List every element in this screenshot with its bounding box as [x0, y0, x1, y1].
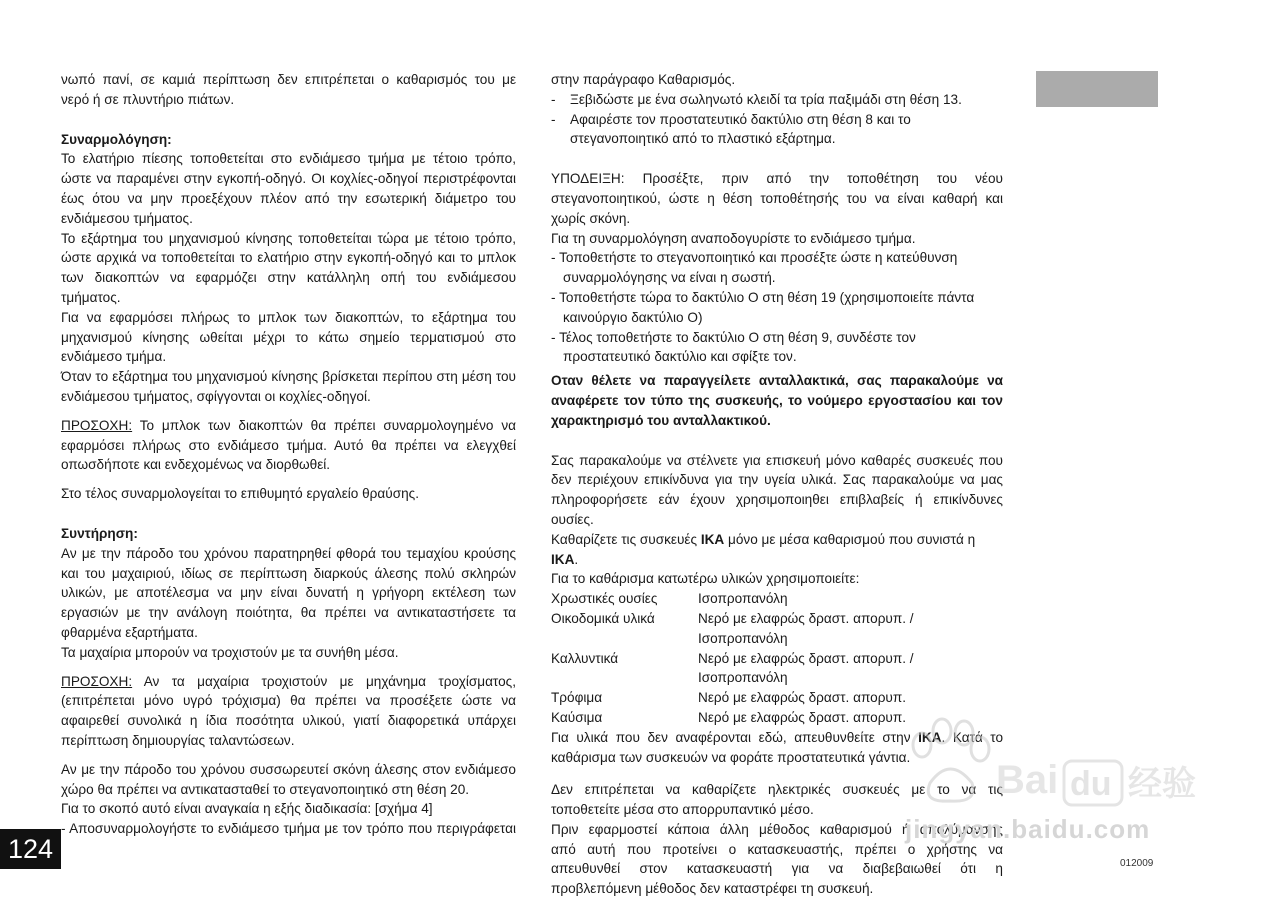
- text-line: αφαιρεθεί συνολικά η ίδια ποσότητα υλικού, γιατί διαφορετικά υπάρχει: [61, 713, 516, 729]
- watermark-cn: 经验: [1128, 764, 1196, 804]
- text-line: από αυτή που προτείνει ο κατασκευαστής, πρέπει ο χρήστης να: [551, 841, 1003, 857]
- document-code: 012009: [1120, 858, 1154, 869]
- spare-parts-line: αναφέρετε τον τύπο της συσκευής, το νούμερο εργοστασίου και τον: [551, 392, 1003, 408]
- table-cell: Τρόφιμα: [551, 690, 603, 706]
- paw-icon: [913, 719, 989, 801]
- brand-text: IKA: [700, 531, 725, 547]
- hint-line: στεγανοποιητικού, ώστε η θέση τοποθέτησής του να είναι καθαρή και: [551, 190, 1003, 206]
- text-line: Αν με την πάροδο του χρόνου συσσωρευτεί σκόνη άλεσης στον ενδιάμεσο: [61, 761, 516, 777]
- text-line: φθαρμένα εξαρτήματα.: [61, 624, 198, 640]
- text-line: έως ότου να μην προεξέχουν πλέον από την εσωτερική διάμετρο του: [61, 190, 516, 206]
- text-line: καινούργιο δακτύλιο Ο): [563, 309, 703, 325]
- text-line: Για υλικά που δεν αναφέρονται εδώ, απευθυνθείτε στην IKA. Κατά το: [551, 729, 1003, 745]
- watermark-du: du: [1070, 765, 1112, 803]
- assembly-heading: Συναρμολόγηση:: [61, 131, 172, 147]
- text-line: χώρο θα πρέπει να αντικατασταθεί το στεγανοποιητικό στη θέση 20.: [61, 781, 470, 797]
- caution-label: ΠΡΟΣΟΧΗ:: [61, 673, 133, 689]
- text-line: εφαρμόσει πλήρως στο ενδιάμεσο τμήμα. Αυτό θα πρέπει να ελεγχθεί: [61, 437, 516, 453]
- text-line: Στο τέλος συναρμολογείται το επιθυμητό εργαλείο θραύσης.: [61, 486, 419, 502]
- left-column: [61, 70, 516, 839]
- table-cell: Χρωστικές ουσίες: [551, 591, 658, 607]
- brand-text: IKA: [551, 551, 575, 567]
- text-line: στεγανοποιητικό από το πλαστικό εξάρτημα.: [570, 131, 836, 147]
- text-line: υλικών, με αποτέλεσμα να μην είναι δυνατή η γρήγορη εκτέλεση των: [61, 585, 516, 601]
- text-line: Όταν το εξάρτημα του μηχανισμού κίνησης βρίσκεται περίπου στη μέση του: [61, 369, 516, 385]
- list-item: - Τοποθετήστε το στεγανοποιητικό και προσέξτε ώστε η κατεύθυνση: [551, 250, 958, 266]
- text-line: των διακοπτών να εφαρμόζει στην κατάλληλη οπή του ενδιάμεσου: [61, 270, 516, 286]
- spare-parts-line: Οταν θέλετε να παραγγείλετε ανταλλακτικά, σας παρακαλούμε να: [551, 373, 1003, 389]
- text-line: (επιτρέπεται μόνο υγρό τρόχισμα) θα πρέπει να προσέξετε ώστε να: [61, 693, 516, 709]
- text-line: ώστε αρχικά να τοποθετείται το ελατήριο στην εγκοπή-οδηγό και το μπλοκ: [61, 250, 516, 266]
- text-line: ενδιάμεσο τμήμα.: [61, 349, 167, 365]
- hint-line: χωρίς σκόνη.: [551, 210, 631, 226]
- text-line: και του μαχαιριού, ιδίως σε περίπτωση διαρκούς άλεσης πολύ σκληρών: [61, 565, 516, 581]
- text-line: Καθαρίζετε τις συσκευές IKA μόνο με μέσα καθαρισμού που συνιστά η IKA.: [551, 531, 976, 567]
- text-line: Δεν επιτρέπεται να καθαρίζετε ηλεκτρικές συσκευές με το να τις: [551, 782, 1003, 798]
- text-line: ώστε να παραμένει στην εγκοπή-οδηγό. Οι κοχλίες-οδηγοί περιστρέφονται: [61, 171, 516, 187]
- text-line: οπωσδήποτε και ενδεχομένως να διορθωθεί.: [61, 457, 331, 473]
- text-line: ουσίες.: [551, 511, 594, 527]
- caution-label: ΠΡΟΣΟΧΗ:: [61, 417, 133, 433]
- text-line: προβλεπόμενη μέθοδος δεν καταστρέφει τη συσκευή.: [551, 881, 874, 897]
- caution-line: ΠΡΟΣΟΧΗ: Το μπλοκ των διακοπτών θα πρέπει συναρμολογημένο να: [61, 417, 516, 433]
- text-line: απευθυνθεί στον κατασκευαστή για να διαβεβαιωθεί ότι η: [551, 861, 1003, 877]
- text-line: - Αποσυναρμολογήστε το ενδιάμεσο τμήμα με τον τρόπο που περιγράφεται: [61, 821, 516, 837]
- list-item: - Αφαιρέστε τον προστατευτικό δακτύλιο στη θέση 8 και το: [551, 111, 911, 127]
- text-line: μηχανισμού κίνησης ωθείται μέχρι το κάτω σημείο τερματισμού στο: [61, 329, 516, 345]
- watermark-url: jingyan.baidu.com: [905, 814, 1151, 844]
- list-item: - Τέλος τοποθετήστε το δακτύλιο Ο στη θέση 9, συνδέστε τον: [551, 329, 916, 345]
- text-line: συναρμολόγησης να είναι η σωστή.: [563, 270, 776, 286]
- watermark-bai: Bai: [996, 758, 1059, 802]
- brand-text: IKA: [918, 729, 942, 745]
- text-line: Το ελατήριο πίεσης τοποθετείται στο ενδιάμεσο τμήμα με τέτοιο τρόπο,: [61, 151, 516, 167]
- list-item: - Ξεβιδώστε με ένα σωληνωτό κλειδί τα τρία παξιμάδι στη θέση 13.: [551, 91, 962, 107]
- text-line: στην παράγραφο Καθαρισμός.: [551, 72, 736, 87]
- table-cell: Νερό με ελαφρώς δραστ. απορυπ.: [698, 709, 907, 725]
- maintenance-heading: Συντήρηση:: [61, 525, 138, 541]
- text-line: Τα μαχαίρια μπορούν να τροχιστούν με τα συνήθη μέσα.: [61, 644, 399, 660]
- table-cell: Νερό με ελαφρώς δραστ. απορυπ. / Ισοπροπανόλη: [698, 650, 914, 686]
- text-line: Για να εφαρμόσει πλήρως το μπλοκ των διακοπτών, το εξάρτημα του: [61, 309, 516, 325]
- text-line: εργασιών με την ανάλογη ποιότητα, θα πρέπει να αντικαταστήσετε τα: [61, 605, 516, 621]
- text-line: Για το σκοπό αυτό είναι αναγκαία η εξής διαδικασία: [σχήμα 4]: [61, 801, 433, 817]
- caution-line: ΠΡΟΣΟΧΗ: Αν τα μαχαίρια τροχιστούν με μηχάνημα τροχίσματος,: [61, 673, 516, 689]
- table-cell: Νερό με ελαφρώς δραστ. απορυπ. / Ισοπροπανόλη: [698, 610, 914, 646]
- table-cell: Καύσιμα: [551, 709, 603, 725]
- text-line: Αν με την πάροδο του χρόνου παρατηρηθεί φθορά του τεμαχίου κρούσης: [61, 545, 516, 561]
- text-line: καθάρισμα των συσκευών να φοράτε προστατευτικά γάντια.: [551, 749, 911, 765]
- text-line: τμήματος.: [61, 289, 121, 305]
- page-number: 124: [0, 829, 61, 869]
- spare-parts-line: χαρακτηρισμό του ανταλλακτικού.: [551, 412, 771, 428]
- text-line: Πριν εφαρμοστεί κάποια άλλη μέθοδος καθαρισμού ή απολύμανσης: [551, 821, 1003, 837]
- text-line: περίπτωση δημιουργίας ταλαντώσεων.: [61, 732, 295, 748]
- list-item: - Τοποθετήστε τώρα το δακτύλιο Ο στη θέση 19 (χρησιμοποιείτε πάντα: [551, 289, 975, 305]
- text-line: Το εξάρτημα του μηχανισμού κίνησης τοποθετείται τώρα με τέτοιο τρόπο,: [61, 230, 516, 246]
- text-line: νερό ή σε πλυντήριο πιάτων.: [61, 91, 235, 107]
- table-cell: Καλλυντικά: [551, 650, 619, 666]
- text-line: Για το καθάρισμα κατωτέρω υλικών χρησιμοποιείτε:: [551, 571, 860, 587]
- text-line: προστατευτικό δακτύλιο και σφίξτε τον.: [563, 349, 797, 365]
- text-line: ενδιάμεσου τμήματος.: [61, 210, 193, 226]
- text-line: τοποθετείτε μέσα στο απορρυπαντικό μέσο.: [551, 802, 814, 818]
- text-line: νωπό πανί, σε καμιά περίπτωση δεν επιτρέπεται ο καθαρισμός του με: [61, 72, 516, 87]
- table-cell: Νερό με ελαφρώς δραστ. απορυπ.: [698, 690, 907, 706]
- text-line: Σας παρακαλούμε να στέλνετε για επισκευή μόνο καθαρές συσκευές που: [551, 452, 1003, 468]
- text-line: πληροφορήσετε εάν έχουν χρησιμοποιηθει επιβλαβείς ή επικίνδυνες: [551, 492, 1003, 508]
- table-cell: Οικοδομικά υλικά: [551, 610, 655, 626]
- section-marker: [1036, 71, 1158, 107]
- text-line: δεν περιέχουν επικίνδυνα για την υγεία υλικά. Σας παρακαλούμε να μας: [551, 472, 1003, 488]
- hint-line: ΥΠΟΔΕΙΞΗ: Προσέξτε, πριν από την τοποθέτηση του νέου: [551, 171, 1003, 187]
- text-line: ενδιάμεσου τμήματος, σφίγγονται οι κοχλίες-οδηγοί.: [61, 388, 371, 404]
- table-cell: Ισοπροπανόλη: [698, 591, 788, 607]
- text-line: Για τη συναρμολόγηση αναποδογυρίστε το ενδιάμεσο τμήμα.: [551, 230, 916, 246]
